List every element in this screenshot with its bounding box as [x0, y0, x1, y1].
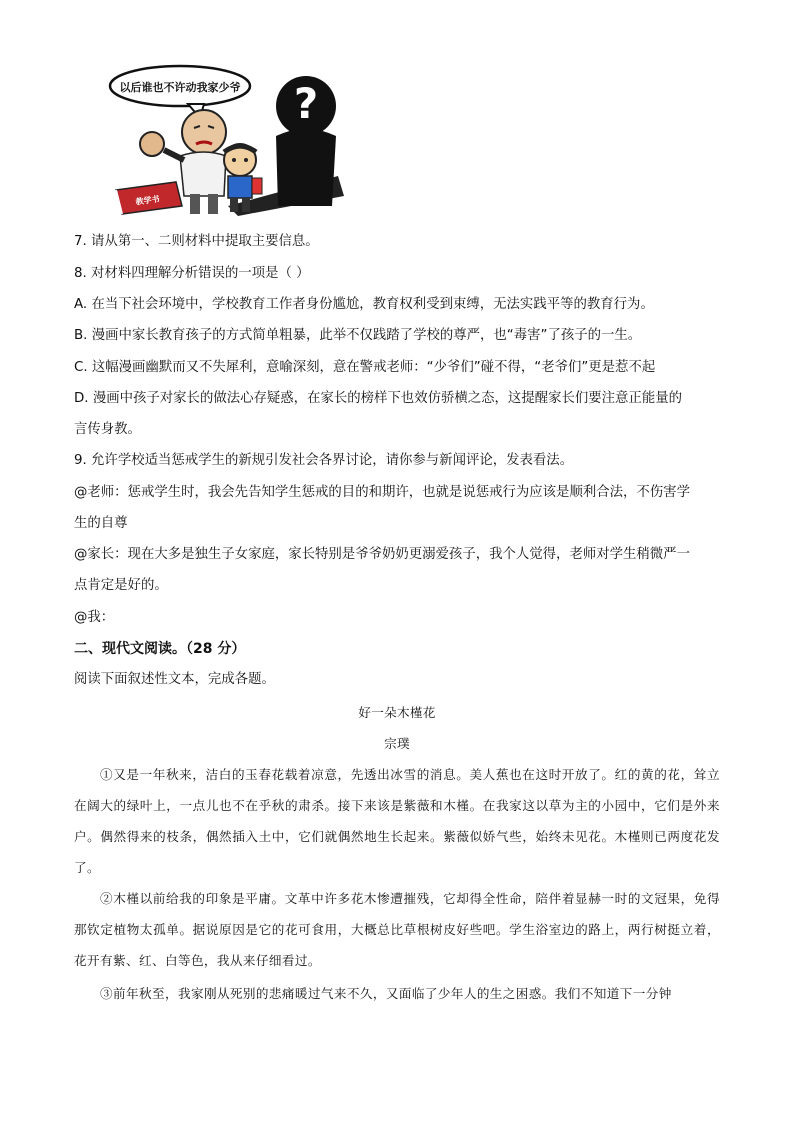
cartoon-illustration	[108, 56, 344, 216]
red-book	[116, 182, 182, 214]
my-comment-prompt: @我：	[74, 610, 115, 625]
parent-comment: @家长：现在大多是独生子女家庭，家长特别是爷爷奶奶更溺爱孩子，我个人觉得，老师对学生稍微严一	[74, 547, 690, 562]
question-7: 7. 请从第一、二则材料中提取主要信息。	[74, 234, 319, 249]
paragraph-1: ①又是一年秋来，洁白的玉春花载着凉意，先透出冰雪的消息。美人蕉也在这时开放了。红的黄的花，耸立在阔大的绿叶上，一点儿也不在乎秋的肃杀。接下来该是紫薇和木槿。在我家这以草为主的小园中，它们是外来户。偶然得来的枝条，偶然插入土中，它们就偶然地生长起来。紫薇似娇气些，始终未见花。木槿则已两度花发了。	[74, 767, 720, 875]
paragraph-3: ③前年秋至，我家刚从死别的悲痛暖过气来不久，又面临了少年人的生之困惑。我们不知道下一分钟	[100, 986, 672, 1001]
option-c: C. 这幅漫画幽默而又不失犀利，意喻深刻，意在警戒老师：“少爷们”碰不得，“老爷们”更是惹不起	[74, 360, 656, 375]
speech-bubble-text: 以后谁也不许动我家少爷	[119, 81, 241, 94]
teacher-comment-continued: 生的自尊	[74, 516, 128, 531]
question-8: 8. 对材料四理解分析错误的一项是（ ）	[74, 266, 310, 281]
question-mark: ?	[293, 79, 319, 128]
option-a: A. 在当下社会环境中，学校教育工作者身份尴尬，教育权利受到束缚，无法实践平等的教育行为。	[74, 297, 654, 312]
book-label: 教学书	[135, 194, 161, 207]
parent-comment-continued: 点肯定是好的。	[74, 578, 168, 593]
teacher-comment: @老师：惩戒学生时，我会先告知学生惩戒的目的和期许，也就是说惩戒行为应该是顺利合法，不伤害学	[74, 485, 690, 500]
article-author: 宗璞	[384, 736, 410, 751]
option-b: B. 漫画中家长教育孩子的方式简单粗暴，此举不仅践踏了学校的尊严，也“毒害”了孩子的一生。	[74, 328, 642, 343]
paragraph-2: ②木槿以前给我的印象是平庸。文革中许多花木惨遭摧残，它却得全性命，陪伴着显赫一时的文冠果，免得那钦定植物太孤单。据说原因是它的花可食用，大概总比草根树皮好些吧。学生浴室边的路上，两行树挺立着，花开有紫、红、白等色，我从来仔细看过。	[74, 891, 720, 968]
section-intro: 阅读下面叙述性文本，完成各题。	[74, 672, 275, 687]
speech-bubble	[110, 66, 250, 118]
option-d-continued: 言传身教。	[74, 422, 141, 437]
question-9: 9. 允许学校适当惩戒学生的新规引发社会各界讨论，请你参与新闻评论，发表看法。	[74, 453, 574, 468]
section-heading: 二、现代文阅读。（28 分）	[74, 641, 246, 657]
option-d: D. 漫画中孩子对家长的做法心存疑惑，在家长的榜样下也效仿骄横之态，这提醒家长们要注意正能量的	[74, 391, 683, 406]
article-title: 好一朵木槿花	[358, 705, 436, 720]
